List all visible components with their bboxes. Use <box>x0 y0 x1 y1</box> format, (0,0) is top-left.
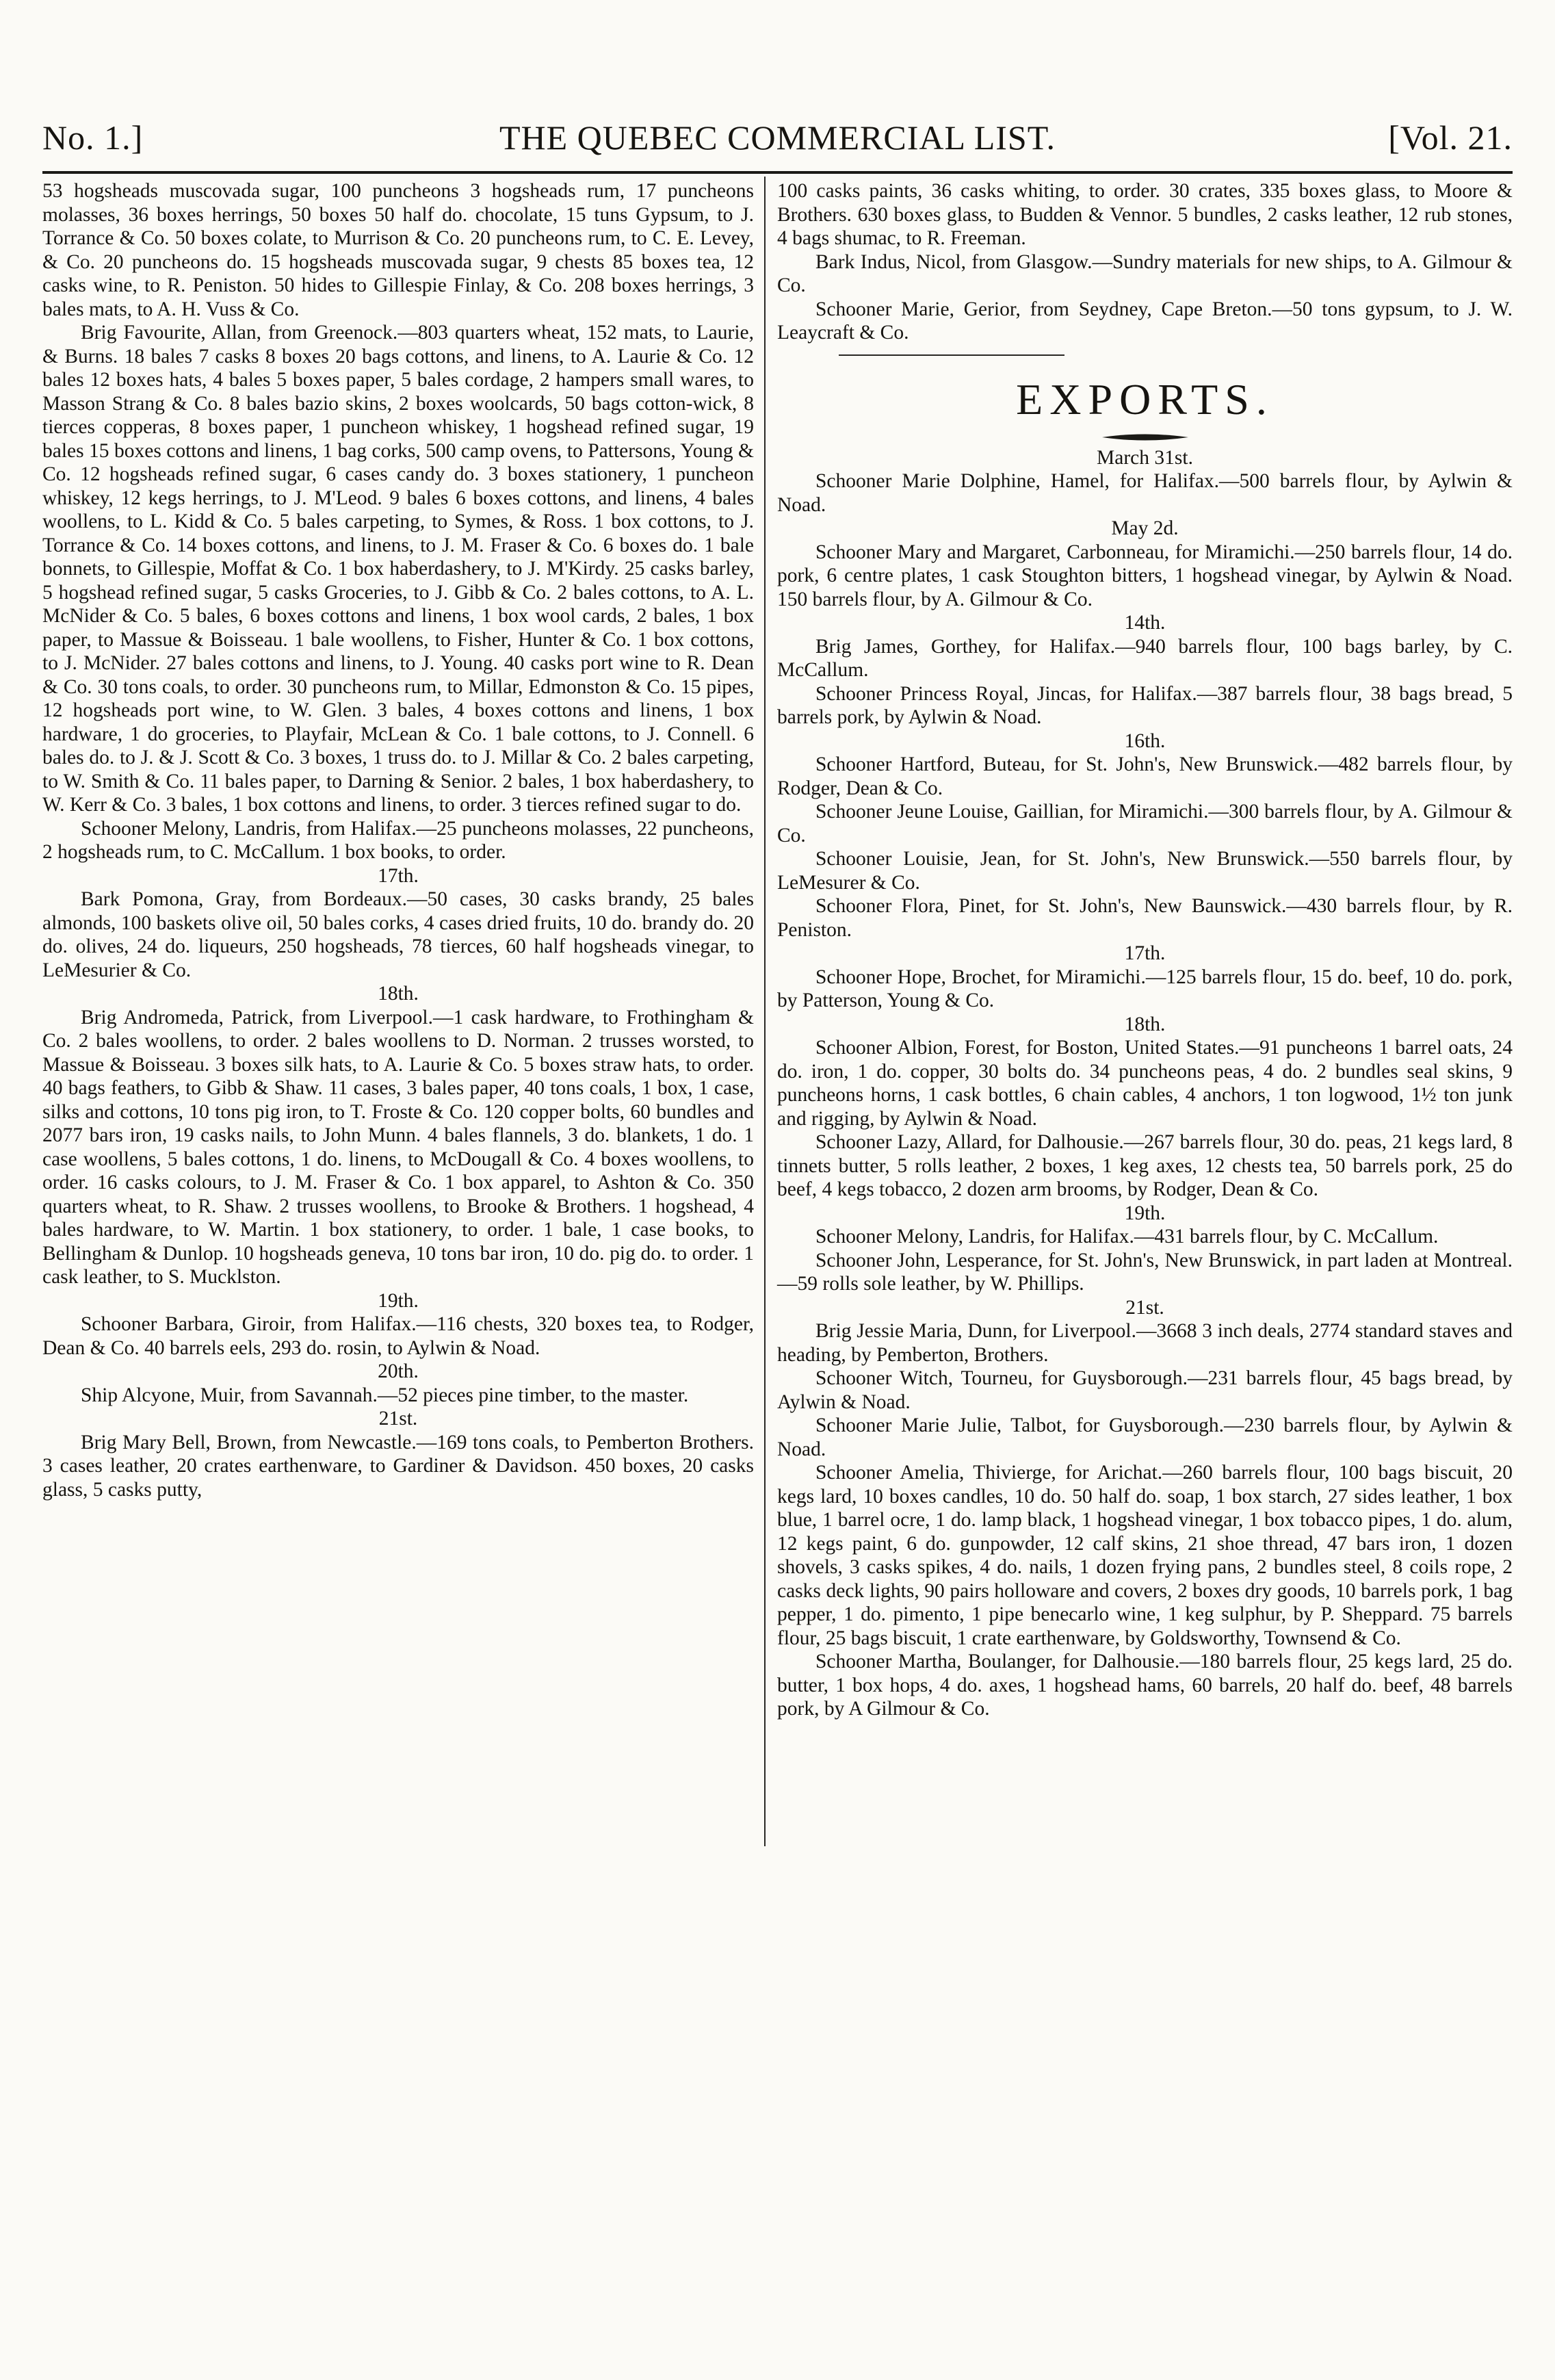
date-heading: 17th. <box>1124 942 1166 964</box>
header-rule <box>42 171 1513 174</box>
date-heading: 21st. <box>378 1408 418 1430</box>
export-entry: Schooner Witch, Tourneu, for Guysborough.—231 barrels flour, 45 bags bread, by Aylwin & Noad. <box>777 1367 1513 1413</box>
right-column <box>777 179 1513 1721</box>
export-entry: Schooner Lazy, Allard, for Dalhousie.—267 barrels flour, 30 do. peas, 21 kegs lard, 8 tinnets butter, 5 rolls leather, 2 boxes, 1 keg axes, 12 chests tea, 50 barrels pork, 25 do beef, 4 kegs tobacco, 2 dozen arm brooms, by Rodger, Dean & Co. <box>777 1131 1513 1200</box>
import-entry: Schooner Melony, Landris, from Halifax.—25 puncheons molasses, 22 puncheons, 2 hogsheads rum, to C. McCallum. 1 box books, to order. <box>42 817 754 863</box>
import-entry: Brig Favourite, Allan, from Greenock.—803 quarters wheat, 152 mats, to Laurie, & Burns. 18 bales 7 casks 8 boxes 20 bags cottons, and linens, to A. Laurie & Co. 12 bales 12 boxes hats, 4 bales 5 boxes paper, 5 bales cordage, 2 hampers small wares, to Masson Strang & Co. 8 bales bazio skins, 2 boxes woolcards, 50 bags cotton-wick, 8 tierces copperas, 8 boxes paper, 1 puncheon whiskey, 1 hogshead refined sugar, 19 bales 15 boxes cottons and linens, 1 bag corks, 500 camp ovens, to Pattersons, Young & Co. 12 hogsheads refined sugar, 6 cases candy do. 3 boxes stationery, 1 puncheon whiskey, 12 kegs herrings, to J. M'Leod. 9 bales 6 boxes cottons, and linens, 4 bales woollens, to L. Kidd & Co. 5 bales carpeting, to Symes, & Ross. 1 box cottons, to J. Torrance & Co. 14 boxes cottons, and linens, to J. M. Fraser & Co. 6 boxes do. 1 bale bonnets, to Gillespie, Moffat & Co. 1 box haberdashery, to J. M'Kirdy. 25 casks barley, 5 hogshead refined sugar, 5 casks Groceries, to J. Gibb & Co. 2 bales cottons, to A. L. McNider & Co. 5 bales, 6 boxes cottons and linens, 1 box wool cards, 2 bales, 1 box paper, to Massue & Boisseau. 1 bale woollens, to Fisher, Hunter & Co. 1 box cottons, to J. McNider. 27 bales cottons and linens, to J. Young. 40 casks port wine to R. Dean & Co. 30 tons coals, to order. 30 puncheons rum, to Millar, Edmonston & Co. 15 pipes, 12 hogsheads port wine, to W. Glen. 3 bales, 4 boxes cottons and linens, 1 box hardware, 1 do groceries, to Playfair, McLean & Co. 1 bale cottons, to J. Connell. 6 bales do. to J. & J. Scott & Co. 3 boxes, 1 truss do. to J. Millar & Co. 2 bales carpeting, to W. Smith & Co. 11 bales paper, to Darning & Senior. 2 bales, 1 box haberdashery, to W. Kerr & Co. 3 bales, 1 box cottons and linens, to order. 3 tierces refined sugar to do. <box>42 322 754 816</box>
exports-heading: EXPORTS. <box>1016 374 1274 424</box>
import-entry: Bark Indus, Nicol, from Glasgow.—Sundry materials for new ships, to A. Gilmour & Co. <box>777 250 1513 296</box>
import-entry: Brig Andromeda, Patrick, from Liverpool.—1 cask hardware, to Frothingham & Co. 2 bales woollens, to order. 2 bales woollens to D. Norman. 2 trusses worsted, to Massue & Boisseau. 3 boxes silk hats, to A. Laurie & Co. 5 boxes straw hats, to order. 40 bags feathers, to Gibb & Shaw. 11 cases, 3 bales paper, 40 tons coals, 1 box, 1 case, silks and cottons, 10 tons pig iron, to T. Froste & Co. 120 copper bolts, 60 bundles and 2077 bars iron, 19 casks nails, to John Munn. 4 bales flannels, 3 do. blankets, 1 do. 1 case woollens, 5 bales cottons, 1 do. linens, to McDougall & Co. 4 boxes woollens, to order. 16 casks colours, to J. M. Fraser & Co. 1 box apparel, to Ashton & Co. 350 quarters wheat, to R. Shaw. 2 trusses woollens, to Brooke & Brothers. 1 hogshead, 4 bales hardware, to W. Martin. 1 box stationery, to order. 1 bale, 1 case books, to Bellingham & Dunlop. 10 hogsheads geneva, 10 tons bar iron, 10 do. pig do. to order. 1 cask leather, to S. Mucklston. <box>42 1006 754 1288</box>
import-entry: Schooner Marie, Gerior, from Seydney, Cape Breton.—50 tons gypsum, to J. W. Leaycraft & Co. <box>777 298 1513 344</box>
import-entry: 100 casks paints, 36 casks whiting, to order. 30 crates, 335 boxes glass, to Moore & Brothers. 630 boxes glass, to Budden & Vennor. 5 bundles, 2 casks leather, 12 rub stones, 4 bags shumac, to R. Freeman. <box>777 180 1513 249</box>
date-heading: 20th. <box>378 1360 419 1382</box>
section-rule <box>839 354 1064 356</box>
page-title: THE QUEBEC COMMERCIAL LIST. <box>499 118 1056 157</box>
export-entry: Schooner Melony, Landris, for Halifax.—431 barrels flour, by C. McCallum. <box>815 1226 1439 1247</box>
ornament-rule-icon <box>1101 432 1190 442</box>
date-heading: 18th. <box>1124 1013 1166 1035</box>
export-entry: Schooner Hope, Brochet, for Miramichi.—125 barrels flour, 15 do. beef, 10 do. pork, by Patterson, Young & Co. <box>777 966 1513 1011</box>
export-entry: Brig Jessie Maria, Dunn, for Liverpool.—3668 3 inch deals, 2774 standard staves and heading, by Pemberton, Brothers. <box>777 1320 1513 1366</box>
date-heading: March 31st. <box>1097 446 1193 469</box>
export-entry: Schooner Jeune Louise, Gaillian, for Miramichi.—300 barrels flour, by A. Gilmour & Co. <box>777 801 1513 846</box>
export-entry: Schooner Hartford, Buteau, for St. John's, New Brunswick.—482 barrels flour, by Rodger, Dean & Co. <box>777 753 1513 799</box>
volume-number: [Vol. 21. <box>1388 118 1513 157</box>
masthead <box>42 112 1513 160</box>
issue-number: No. 1.] <box>42 118 144 157</box>
import-entry: Schooner Barbara, Giroir, from Halifax.—116 chests, 320 boxes tea, to Rodger, Dean & Co. 40 barrels eels, 293 do. rosin, to Aylwin & Noad. <box>42 1313 754 1359</box>
export-entry: Schooner Mary and Margaret, Carbonneau, for Miramichi.—250 barrels flour, 14 do. pork, 6 centre plates, 1 cask Stoughton bitters, 1 hogshead vinegar, by Aylwin & Noad. 150 barrels flour, by A. Gilmour & Co. <box>777 541 1513 610</box>
export-entry: Schooner Albion, Forest, for Boston, United States.—91 puncheons 1 barrel oats, 24 do. iron, 1 do. copper, 30 bolts do. 34 puncheons peas, 4 do. 2 bundles seal skins, 9 puncheons horns, 1 cask bottles, 6 chain cables, 4 anchors, 1 ton logwood, 1½ ton junk and rigging, by Aylwin & Noad. <box>777 1037 1513 1130</box>
import-entry: Ship Alcyone, Muir, from Savannah.—52 pieces pine timber, to the master. <box>81 1384 689 1406</box>
export-entry: Brig James, Gorthey, for Halifax.—940 barrels flour, 100 bags barley, by C. McCallum. <box>777 635 1513 681</box>
left-column <box>42 179 754 1501</box>
export-entry: Schooner Marie Julie, Talbot, for Guysborough.—230 barrels flour, by Aylwin & Noad. <box>777 1414 1513 1460</box>
date-heading: 18th. <box>378 983 419 1005</box>
export-entry: Schooner Princess Royal, Jincas, for Halifax.—387 barrels flour, 38 bags bread, 5 barrels pork, by Aylwin & Noad. <box>777 682 1513 728</box>
export-entry: Schooner Martha, Boulanger, for Dalhousie.—180 barrels flour, 25 kegs lard, 25 do. butter, 1 box hops, 4 do. axes, 1 hogshead hams, 60 barrels, 20 half do. beef, 48 barrels pork, by A Gilmour & Co. <box>777 1651 1513 1720</box>
date-heading: 19th. <box>378 1289 419 1312</box>
date-heading: 17th. <box>378 864 419 887</box>
date-heading: 19th. <box>1124 1202 1166 1224</box>
import-entry: Brig Mary Bell, Brown, from Newcastle.—169 tons coals, to Pemberton Brothers. 3 cases leather, 20 crates earthenware, to Gardiner & Davidson. 450 boxes, 20 casks glass, 5 casks putty, <box>42 1431 754 1501</box>
date-heading: 16th. <box>1124 729 1166 752</box>
export-entry: Schooner Louisie, Jean, for St. John's, New Brunswick.—550 barrels flour, by LeMesurer & Co. <box>777 848 1513 894</box>
date-heading: May 2d. <box>1111 517 1179 539</box>
import-entry: 53 hogsheads muscovada sugar, 100 puncheons 3 hogsheads rum, 17 puncheons molasses, 36 boxes herrings, 50 boxes 50 half do. chocolate, 15 tuns Gypsum, to J. Torrance & Co. 50 boxes colate, to Murrison & Co. 20 puncheons rum, to C. E. Levey, & Co. 20 puncheons do. 15 hogsheads muscovada sugar, 9 chests 85 boxes tea, 12 casks wine, to R. Peniston. 50 hides to Gillespie Finlay, & Co. 208 boxes herrings, 3 bales mats, to A. H. Vuss & Co. <box>42 180 754 320</box>
export-entry: Schooner John, Lesperance, for St. John's, New Brunswick, in part laden at Montreal.—59 rolls sole leather, by W. Phillips. <box>777 1249 1513 1295</box>
export-entry: Schooner Flora, Pinet, for St. John's, New Baunswick.—430 barrels flour, by R. Peniston. <box>777 895 1513 941</box>
date-heading: 21st. <box>1125 1296 1164 1319</box>
exports-section-header <box>777 372 1513 442</box>
date-heading: 14th. <box>1124 612 1166 634</box>
export-entry: Schooner Amelia, Thivierge, for Arichat.—260 barrels flour, 100 bags biscuit, 20 kegs lard, 10 boxes candles, 10 do. 50 half do. soap, 1 box starch, 27 sides leather, 1 box blue, 1 barrel ocre, 1 do. lamp black, 1 hogshead vinegar, 1 box tobacco pipes, 1 do. alum, 12 kegs paint, 6 do. gunpowder, 12 calf skins, 21 shoe thread, 47 bars iron, 1 dozen shovels, 3 casks spikes, 4 do. nails, 1 dozen frying pans, 2 bundles steel, 8 coils rope, 2 casks deck lights, 90 pairs holloware and covers, 2 boxes dry goods, 10 barrels pork, 1 bag pepper, 1 do. pimento, 1 pipe benecarlo wine, 1 keg sulphur, by P. Sheppard. 75 barrels flour, 25 bags biscuit, 1 crate earthenware, by Goldsworthy, Townsend & Co. <box>777 1462 1513 1649</box>
export-entry: Schooner Marie Dolphine, Hamel, for Halifax.—500 barrels flour, by Aylwin & Noad. <box>777 470 1513 516</box>
column-divider <box>764 177 766 1846</box>
import-entry: Bark Pomona, Gray, from Bordeaux.—50 cases, 30 casks brandy, 25 bales almonds, 100 baskets olive oil, 50 bales corks, 4 cases dried fruits, 10 do. brandy do. 20 do. olives, 24 do. liqueurs, 250 hogsheads, 78 tierces, 60 half hogsheads vinegar, to LeMesurier & Co. <box>42 888 754 981</box>
